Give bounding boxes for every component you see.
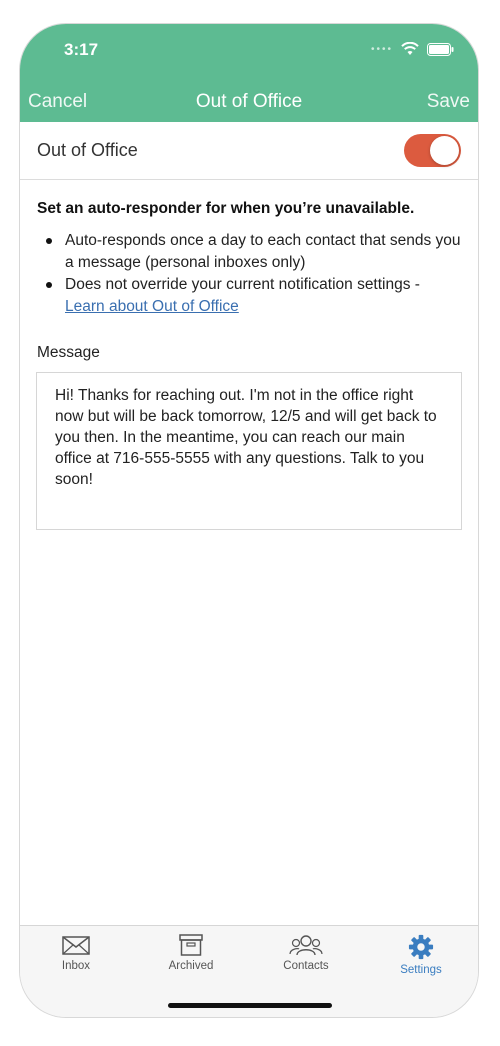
tab-label: Inbox <box>61 960 91 972</box>
learn-more-link[interactable]: Learn about Out of Office <box>65 298 239 315</box>
tab-label: Contacts <box>283 960 329 972</box>
tab-settings[interactable] <box>371 934 471 976</box>
info-heading: Set an auto-responder for when you’re unavailable. <box>37 200 415 217</box>
archive-box-icon <box>177 934 205 956</box>
gear-icon <box>407 934 435 960</box>
signal-dots-icon: •••• <box>370 43 393 55</box>
battery-icon <box>427 43 454 56</box>
bullet-text: Does not override your current notification settings - <box>65 276 420 293</box>
settings-content <box>20 122 478 925</box>
phone-frame <box>20 24 478 1017</box>
info-section <box>20 180 478 318</box>
contacts-icon <box>289 934 323 956</box>
save-button[interactable]: Save <box>426 91 470 112</box>
bullet-item <box>37 230 461 274</box>
header-bar <box>20 24 478 122</box>
page-title: Out of Office <box>195 91 303 112</box>
out-of-office-label: Out of Office <box>37 140 138 160</box>
status-time: 3:17 <box>64 40 99 59</box>
tab-archived[interactable] <box>141 934 241 972</box>
bullet-item <box>37 274 461 318</box>
info-bullets <box>37 230 461 318</box>
toggle-knob <box>430 136 459 165</box>
message-label: Message <box>37 344 100 361</box>
tab-label: Settings <box>400 964 442 976</box>
tab-inbox[interactable] <box>26 934 126 972</box>
out-of-office-toggle[interactable] <box>404 134 461 167</box>
tab-label: Archived <box>168 960 214 972</box>
bullet-text: Auto-responds once a day to each contact that sends you a message (personal inboxes only) <box>65 232 461 271</box>
home-indicator[interactable] <box>168 1003 332 1008</box>
status-icons <box>371 40 454 58</box>
message-textarea[interactable]: Hi! Thanks for reaching out. I'm not in the office right now but will be back tomorrow, 12/5 and will get back to you then. In the meantime, you can reach our main office at 716-555-5555 with any questions. Talk to you soon! <box>36 372 462 530</box>
tab-contacts[interactable] <box>256 934 356 972</box>
tab-bar <box>20 925 478 1017</box>
cancel-button[interactable]: Cancel <box>28 91 88 112</box>
navigation-bar <box>20 82 478 122</box>
wifi-icon <box>401 42 419 56</box>
envelope-icon <box>62 934 90 956</box>
out-of-office-row <box>20 122 478 180</box>
